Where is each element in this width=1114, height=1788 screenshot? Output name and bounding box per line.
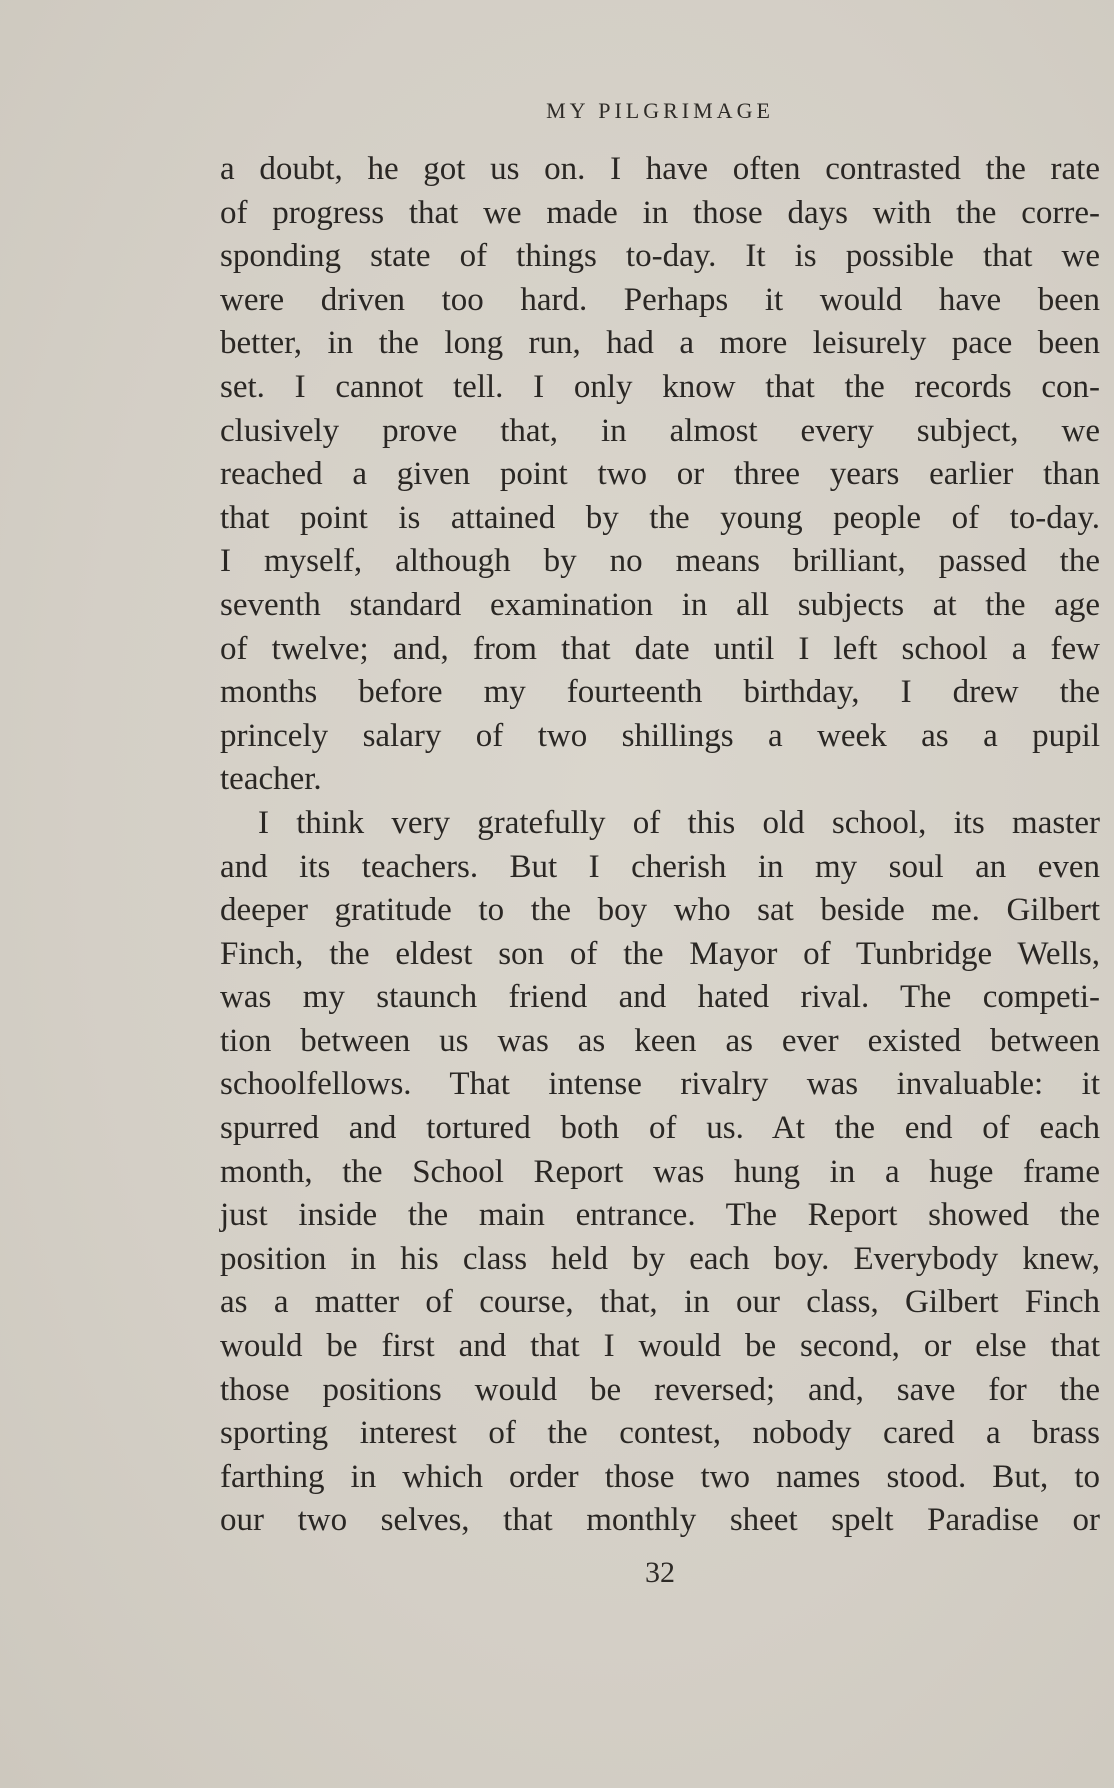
book-page xyxy=(220,0,1100,1788)
text-line: month, the School Report was hung in a huge frame xyxy=(220,1153,1100,1190)
text-line: set. I cannot tell. I only know that the records con- xyxy=(220,368,1100,405)
text-line: of progress that we made in those days with the corre- xyxy=(220,194,1100,231)
text-line: clusively prove that, in almost every subject, we xyxy=(220,412,1100,449)
text-line: of twelve; and, from that date until I left school a few xyxy=(220,630,1100,667)
text-line: sporting interest of the contest, nobody cared a brass xyxy=(220,1415,1100,1452)
text-line: a doubt, he got us on. I have often contrasted the rate xyxy=(220,151,1100,187)
text-line: seventh standard examination in all subjects at the age xyxy=(220,586,1100,623)
text-line: was my staunch friend and hated rival. The competi- xyxy=(220,979,1100,1016)
text-line: better, in the long run, had a more leisurely pace been xyxy=(220,325,1100,362)
text-line: those positions would be reversed; and, save for the xyxy=(220,1371,1100,1408)
text-line: were driven too hard. Perhaps it would have been xyxy=(220,281,1100,318)
text-line: would be first and that I would be second, or else that xyxy=(220,1328,1100,1365)
text-line: as a matter of course, that, in our class, Gilbert Finch xyxy=(220,1284,1100,1321)
text-line: teacher. xyxy=(220,761,322,798)
body-text xyxy=(220,148,1100,1543)
text-line: reached a given point two or three years earlier than xyxy=(220,456,1100,493)
text-line: Finch, the eldest son of the Mayor of Tunbridge Wells, xyxy=(220,935,1100,972)
text-line: just inside the main entrance. The Report showed the xyxy=(220,1197,1100,1234)
text-line: our two selves, that monthly sheet spelt Paradise or xyxy=(220,1502,1100,1539)
text-line: I myself, although by no means brilliant, passed the xyxy=(220,543,1100,580)
text-line: farthing in which order those two names stood. But, to xyxy=(220,1458,1100,1495)
text-line: I think very gratefully of this old school, its master xyxy=(258,804,1100,841)
text-line: and its teachers. But I cherish in my soul an even xyxy=(220,848,1100,885)
page-number: 32 xyxy=(645,1556,675,1589)
running-head: MY PILGRIMAGE xyxy=(546,98,774,123)
text-line: princely salary of two shillings a week as a pupil xyxy=(220,717,1100,754)
text-line: deeper gratitude to the boy who sat beside me. Gilbert xyxy=(220,892,1100,929)
text-line: sponding state of things to-day. It is possible that we xyxy=(220,238,1100,275)
text-line: months before my fourteenth birthday, I drew the xyxy=(220,674,1100,711)
text-line: tion between us was as keen as ever existed between xyxy=(220,1022,1100,1059)
text-line: that point is attained by the young people of to-day. xyxy=(220,499,1100,536)
text-line: position in his class held by each boy. Everybody knew, xyxy=(220,1240,1100,1277)
text-line: schoolfellows. That intense rivalry was invaluable: it xyxy=(220,1066,1100,1103)
text-line: spurred and tortured both of us. At the end of each xyxy=(220,1110,1100,1147)
